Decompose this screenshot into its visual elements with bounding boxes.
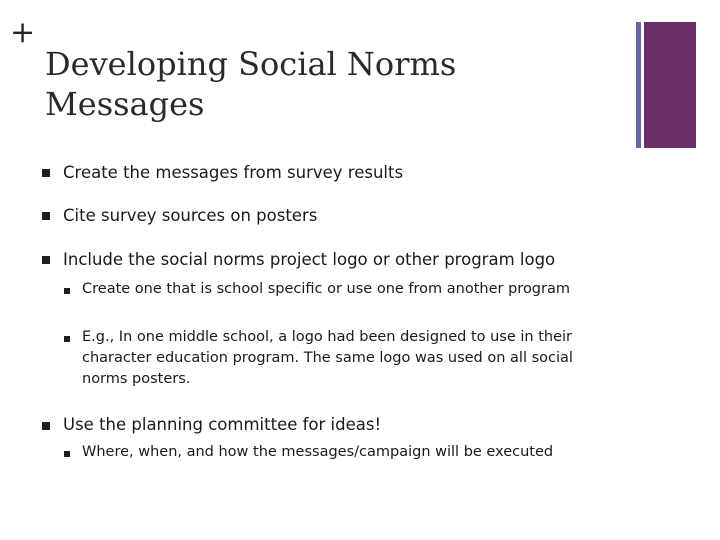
accent-bar-thick: [644, 22, 696, 148]
bullet-item-2: Cite survey sources on posters: [63, 206, 318, 225]
slide-title: [45, 44, 605, 124]
sub-bullet-item-4-1: Where, when, and how the messages/campaign will be executed: [82, 444, 554, 460]
bullet-square-icon: [42, 212, 50, 220]
bullet-item-3: Include the social norms project logo or other program logo: [63, 250, 556, 269]
title-line-2: Messages: [45, 85, 205, 123]
bullet-square-icon: [42, 169, 50, 177]
sub-bullet-square-icon: [64, 451, 70, 457]
sub-bullet-item-3-2: E.g., In one middle school, a logo had been designed to use in their character education program. The same logo was used on all social norms posters.: [82, 329, 573, 387]
bullet-square-icon: [42, 256, 50, 264]
sub-bullet-square-icon: [64, 336, 70, 342]
bullet-square-icon: [42, 422, 50, 430]
bullet-item-4: Use the planning committee for ideas!: [63, 415, 382, 434]
bullet-item-1: Create the messages from survey results: [63, 163, 404, 182]
accent-bar-thin: [636, 22, 641, 148]
plus-icon: +: [10, 15, 36, 50]
sub-bullet-item-3-1: Create one that is school specific or use one from another program: [82, 281, 570, 297]
title-line-1: Developing Social Norms: [45, 45, 457, 83]
sub-bullet-square-icon: [64, 288, 70, 294]
